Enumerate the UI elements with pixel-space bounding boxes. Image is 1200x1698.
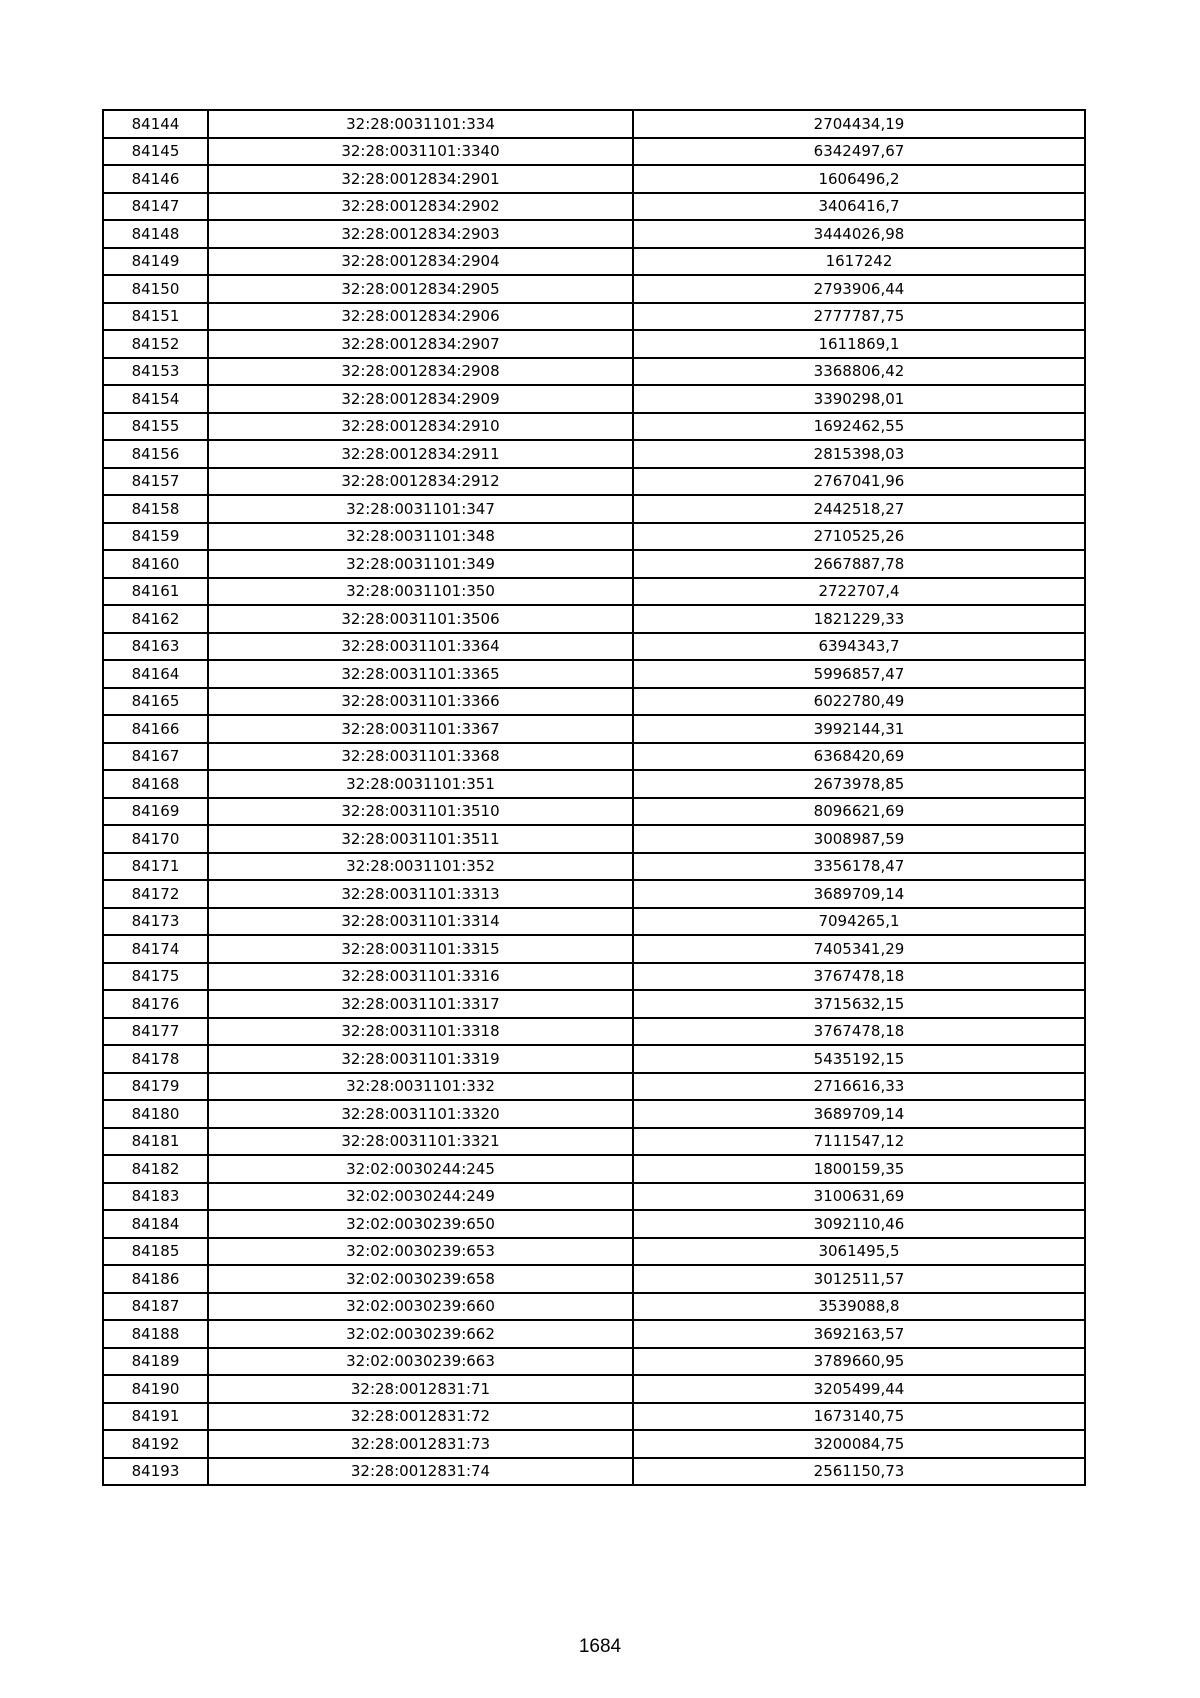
row-number-cell: 84151 (103, 303, 208, 331)
value-cell: 8096621,69 (633, 798, 1085, 826)
cadastral-number-cell: 32:28:0031101:3366 (208, 688, 633, 716)
row-number-cell: 84157 (103, 468, 208, 496)
cadastral-number-cell: 32:28:0031101:3321 (208, 1128, 633, 1156)
value-cell: 1800159,35 (633, 1155, 1085, 1183)
row-number-cell: 84163 (103, 633, 208, 661)
value-cell: 2710525,26 (633, 523, 1085, 551)
table-row (103, 385, 1085, 413)
row-number-cell: 84156 (103, 440, 208, 468)
table-row (103, 303, 1085, 331)
cadastral-number-cell: 32:28:0012834:2908 (208, 358, 633, 386)
value-cell: 3444026,98 (633, 220, 1085, 248)
row-number-cell: 84184 (103, 1210, 208, 1238)
data-table (102, 109, 1086, 1486)
table-row (103, 550, 1085, 578)
value-cell: 2716616,33 (633, 1073, 1085, 1101)
value-cell: 2673978,85 (633, 770, 1085, 798)
cadastral-number-cell: 32:28:0012831:74 (208, 1458, 633, 1486)
cadastral-number-cell: 32:28:0031101:3340 (208, 138, 633, 166)
row-number-cell: 84178 (103, 1045, 208, 1073)
value-cell: 3008987,59 (633, 825, 1085, 853)
cadastral-number-cell: 32:28:0031101:349 (208, 550, 633, 578)
row-number-cell: 84154 (103, 385, 208, 413)
cadastral-number-cell: 32:28:0012834:2906 (208, 303, 633, 331)
table-row (103, 990, 1085, 1018)
value-cell: 2667887,78 (633, 550, 1085, 578)
value-cell: 3767478,18 (633, 963, 1085, 991)
row-number-cell: 84191 (103, 1403, 208, 1431)
table-row (103, 1128, 1085, 1156)
row-number-cell: 84161 (103, 578, 208, 606)
cadastral-number-cell: 32:28:0012831:73 (208, 1430, 633, 1458)
table-row (103, 1403, 1085, 1431)
cadastral-number-cell: 32:28:0031101:3313 (208, 880, 633, 908)
table-row (103, 138, 1085, 166)
cadastral-number-cell: 32:02:0030239:658 (208, 1265, 633, 1293)
table-row (103, 908, 1085, 936)
row-number-cell: 84159 (103, 523, 208, 551)
table-row (103, 1348, 1085, 1376)
value-cell: 2722707,4 (633, 578, 1085, 606)
cadastral-number-cell: 32:02:0030239:660 (208, 1293, 633, 1321)
value-cell: 3012511,57 (633, 1265, 1085, 1293)
cadastral-number-cell: 32:28:0012834:2911 (208, 440, 633, 468)
value-cell: 3100631,69 (633, 1183, 1085, 1211)
cadastral-number-cell: 32:28:0012831:72 (208, 1403, 633, 1431)
table-row (103, 1458, 1085, 1486)
cadastral-number-cell: 32:02:0030239:662 (208, 1320, 633, 1348)
value-cell: 6342497,67 (633, 138, 1085, 166)
value-cell: 3092110,46 (633, 1210, 1085, 1238)
value-cell: 3689709,14 (633, 1100, 1085, 1128)
value-cell: 3406416,7 (633, 193, 1085, 221)
value-cell: 3689709,14 (633, 880, 1085, 908)
value-cell: 1673140,75 (633, 1403, 1085, 1431)
table-row (103, 578, 1085, 606)
cadastral-number-cell: 32:02:0030239:663 (208, 1348, 633, 1376)
table-row (103, 110, 1085, 138)
value-cell: 3539088,8 (633, 1293, 1085, 1321)
table-row (103, 1238, 1085, 1266)
table-row (103, 1183, 1085, 1211)
cadastral-number-cell: 32:28:0031101:3364 (208, 633, 633, 661)
cadastral-number-cell: 32:02:0030239:653 (208, 1238, 633, 1266)
value-cell: 6022780,49 (633, 688, 1085, 716)
row-number-cell: 84173 (103, 908, 208, 936)
table-row (103, 1265, 1085, 1293)
cadastral-number-cell: 32:28:0031101:348 (208, 523, 633, 551)
value-cell: 2704434,19 (633, 110, 1085, 138)
value-cell: 2815398,03 (633, 440, 1085, 468)
table-row (103, 963, 1085, 991)
row-number-cell: 84153 (103, 358, 208, 386)
cadastral-number-cell: 32:28:0031101:3365 (208, 660, 633, 688)
row-number-cell: 84152 (103, 330, 208, 358)
table-row (103, 1100, 1085, 1128)
cadastral-number-cell: 32:28:0031101:347 (208, 495, 633, 523)
value-cell: 1692462,55 (633, 413, 1085, 441)
table-row (103, 220, 1085, 248)
cadastral-number-cell: 32:28:0031101:3510 (208, 798, 633, 826)
table-row (103, 440, 1085, 468)
cadastral-number-cell: 32:28:0012834:2907 (208, 330, 633, 358)
cadastral-number-cell: 32:28:0012834:2910 (208, 413, 633, 441)
cadastral-number-cell: 32:28:0012831:71 (208, 1375, 633, 1403)
table-row (103, 1430, 1085, 1458)
cadastral-number-cell: 32:28:0031101:332 (208, 1073, 633, 1101)
cadastral-number-cell: 32:28:0012834:2909 (208, 385, 633, 413)
cadastral-number-cell: 32:28:0012834:2901 (208, 165, 633, 193)
table-row (103, 770, 1085, 798)
table-row (103, 1073, 1085, 1101)
row-number-cell: 84177 (103, 1018, 208, 1046)
page-number: 1684 (578, 1636, 622, 1657)
value-cell: 6394343,7 (633, 633, 1085, 661)
table-row (103, 1045, 1085, 1073)
row-number-cell: 84174 (103, 935, 208, 963)
cadastral-number-cell: 32:28:0031101:3316 (208, 963, 633, 991)
table-row (103, 1018, 1085, 1046)
table-row (103, 633, 1085, 661)
row-number-cell: 84148 (103, 220, 208, 248)
row-number-cell: 84183 (103, 1183, 208, 1211)
table-row (103, 165, 1085, 193)
row-number-cell: 84165 (103, 688, 208, 716)
table-row (103, 248, 1085, 276)
cadastral-number-cell: 32:28:0031101:3506 (208, 605, 633, 633)
value-cell: 7405341,29 (633, 935, 1085, 963)
row-number-cell: 84170 (103, 825, 208, 853)
row-number-cell: 84190 (103, 1375, 208, 1403)
table-row (103, 523, 1085, 551)
cadastral-number-cell: 32:28:0012834:2905 (208, 275, 633, 303)
table-row (103, 935, 1085, 963)
row-number-cell: 84147 (103, 193, 208, 221)
row-number-cell: 84189 (103, 1348, 208, 1376)
row-number-cell: 84185 (103, 1238, 208, 1266)
table-row (103, 1293, 1085, 1321)
value-cell: 3205499,44 (633, 1375, 1085, 1403)
row-number-cell: 84162 (103, 605, 208, 633)
value-cell: 2793906,44 (633, 275, 1085, 303)
row-number-cell: 84149 (103, 248, 208, 276)
value-cell: 3692163,57 (633, 1320, 1085, 1348)
value-cell: 1606496,2 (633, 165, 1085, 193)
table-row (103, 193, 1085, 221)
table-row (103, 853, 1085, 881)
value-cell: 3390298,01 (633, 385, 1085, 413)
value-cell: 3715632,15 (633, 990, 1085, 1018)
cadastral-number-cell: 32:28:0031101:3511 (208, 825, 633, 853)
row-number-cell: 84175 (103, 963, 208, 991)
row-number-cell: 84168 (103, 770, 208, 798)
row-number-cell: 84193 (103, 1458, 208, 1486)
value-cell: 1821229,33 (633, 605, 1085, 633)
table-row (103, 660, 1085, 688)
row-number-cell: 84160 (103, 550, 208, 578)
value-cell: 3992144,31 (633, 715, 1085, 743)
row-number-cell: 84158 (103, 495, 208, 523)
cadastral-number-cell: 32:28:0031101:3317 (208, 990, 633, 1018)
table-row (103, 798, 1085, 826)
value-cell: 1611869,1 (633, 330, 1085, 358)
value-cell: 2767041,96 (633, 468, 1085, 496)
value-cell: 3356178,47 (633, 853, 1085, 881)
row-number-cell: 84164 (103, 660, 208, 688)
cadastral-number-cell: 32:02:0030239:650 (208, 1210, 633, 1238)
value-cell: 5996857,47 (633, 660, 1085, 688)
cadastral-number-cell: 32:28:0031101:3320 (208, 1100, 633, 1128)
row-number-cell: 84145 (103, 138, 208, 166)
row-number-cell: 84182 (103, 1155, 208, 1183)
row-number-cell: 84171 (103, 853, 208, 881)
value-cell: 2777787,75 (633, 303, 1085, 331)
table-body (103, 110, 1085, 1485)
value-cell: 5435192,15 (633, 1045, 1085, 1073)
table-row (103, 1375, 1085, 1403)
cadastral-number-cell: 32:28:0031101:334 (208, 110, 633, 138)
cadastral-number-cell: 32:28:0012834:2904 (208, 248, 633, 276)
row-number-cell: 84186 (103, 1265, 208, 1293)
table-row (103, 880, 1085, 908)
row-number-cell: 84187 (103, 1293, 208, 1321)
cadastral-number-cell: 32:28:0031101:351 (208, 770, 633, 798)
row-number-cell: 84166 (103, 715, 208, 743)
value-cell: 3200084,75 (633, 1430, 1085, 1458)
table-row (103, 688, 1085, 716)
row-number-cell: 84150 (103, 275, 208, 303)
value-cell: 3061495,5 (633, 1238, 1085, 1266)
cadastral-number-cell: 32:28:0012834:2902 (208, 193, 633, 221)
cadastral-number-cell: 32:28:0012834:2903 (208, 220, 633, 248)
table-row (103, 330, 1085, 358)
table-row (103, 413, 1085, 441)
value-cell: 2442518,27 (633, 495, 1085, 523)
cadastral-number-cell: 32:28:0031101:3319 (208, 1045, 633, 1073)
value-cell: 3368806,42 (633, 358, 1085, 386)
table-row (103, 743, 1085, 771)
cadastral-number-cell: 32:28:0031101:352 (208, 853, 633, 881)
value-cell: 1617242 (633, 248, 1085, 276)
value-cell: 3789660,95 (633, 1348, 1085, 1376)
cadastral-number-cell: 32:28:0012834:2912 (208, 468, 633, 496)
row-number-cell: 84188 (103, 1320, 208, 1348)
value-cell: 7111547,12 (633, 1128, 1085, 1156)
table-row (103, 825, 1085, 853)
value-cell: 3767478,18 (633, 1018, 1085, 1046)
table-row (103, 495, 1085, 523)
table-row (103, 358, 1085, 386)
cadastral-number-cell: 32:28:0031101:3318 (208, 1018, 633, 1046)
value-cell: 7094265,1 (633, 908, 1085, 936)
cadastral-number-cell: 32:28:0031101:3367 (208, 715, 633, 743)
table-row (103, 275, 1085, 303)
row-number-cell: 84181 (103, 1128, 208, 1156)
cadastral-number-cell: 32:02:0030244:245 (208, 1155, 633, 1183)
value-cell: 6368420,69 (633, 743, 1085, 771)
cadastral-number-cell: 32:02:0030244:249 (208, 1183, 633, 1211)
value-cell: 2561150,73 (633, 1458, 1085, 1486)
row-number-cell: 84192 (103, 1430, 208, 1458)
table-row (103, 1320, 1085, 1348)
table-row (103, 468, 1085, 496)
row-number-cell: 84176 (103, 990, 208, 1018)
cadastral-number-cell: 32:28:0031101:3314 (208, 908, 633, 936)
table-row (103, 715, 1085, 743)
cadastral-number-cell: 32:28:0031101:3368 (208, 743, 633, 771)
table-row (103, 1155, 1085, 1183)
row-number-cell: 84155 (103, 413, 208, 441)
row-number-cell: 84144 (103, 110, 208, 138)
row-number-cell: 84169 (103, 798, 208, 826)
cadastral-number-cell: 32:28:0031101:3315 (208, 935, 633, 963)
row-number-cell: 84167 (103, 743, 208, 771)
row-number-cell: 84146 (103, 165, 208, 193)
row-number-cell: 84172 (103, 880, 208, 908)
row-number-cell: 84180 (103, 1100, 208, 1128)
table-row (103, 1210, 1085, 1238)
table-row (103, 605, 1085, 633)
row-number-cell: 84179 (103, 1073, 208, 1101)
cadastral-number-cell: 32:28:0031101:350 (208, 578, 633, 606)
